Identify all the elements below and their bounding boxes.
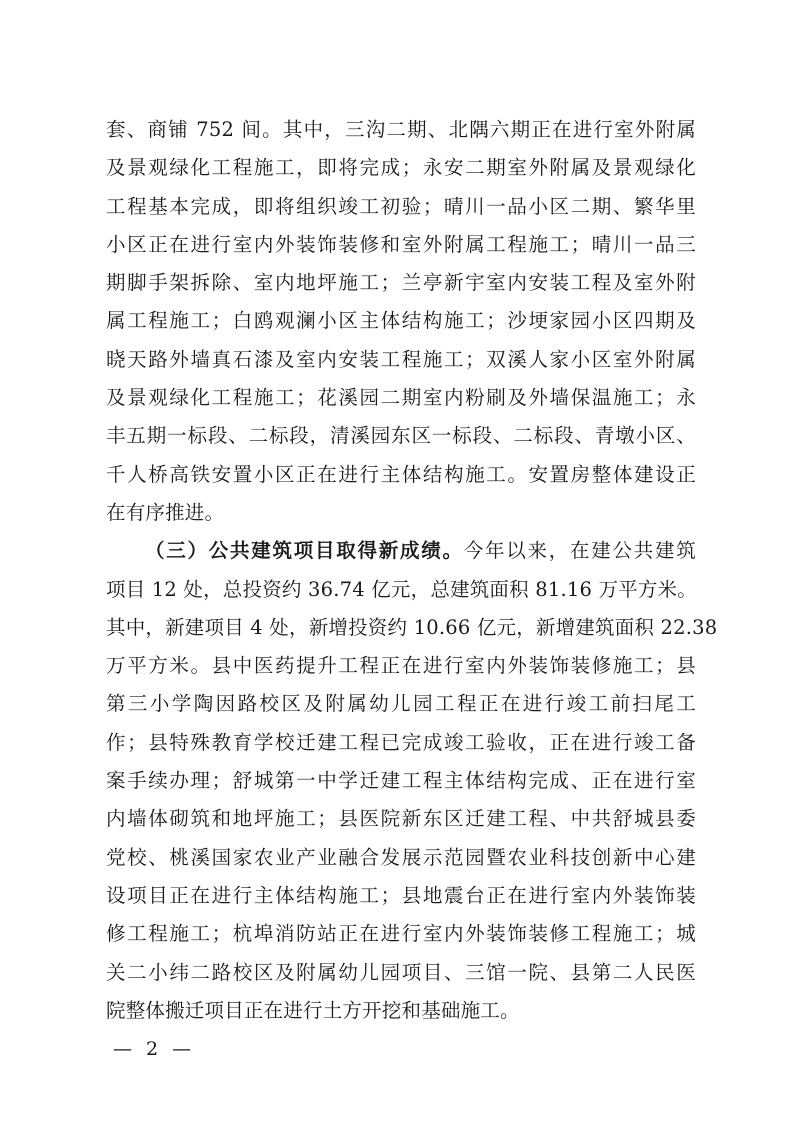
- text-line: 项目 12 处，总投资约 36.74 亿元，总建筑面积 81.16 万平方米。: [106, 577, 697, 601]
- text-line: 修工程施工；杭埠消防站正在进行室内外装饰装修工程施工；城: [106, 922, 696, 946]
- text-line: 工程基本完成，即将组织竣工初验；晴川一品小区二期、繁华里: [106, 194, 696, 218]
- text-line: 其中，新建项目 4 处，新增投资约 10.66 亿元，新增建筑面积 22.38: [106, 615, 718, 639]
- text-line: 晓天路外墙真石漆及室内安装工程施工；双溪人家小区室外附属: [106, 347, 696, 371]
- text-line: 在有序推进。: [106, 500, 225, 524]
- text-line: 及景观绿化工程施工；花溪园二期室内粉刷及外墙保温施工；永: [106, 386, 696, 410]
- text-line: 院整体搬迁项目正在进行土方开挖和基础施工。: [106, 998, 520, 1022]
- body-text: [106, 111, 718, 1030]
- text-line: 党校、桃溪国家农业产业融合发展示范园暨农业科技创新中心建: [106, 845, 696, 869]
- text-line: 内墙体砌筑和地坪施工；县医院新东区迁建工程、中共舒城县委: [106, 807, 696, 831]
- section-heading: （三）公共建筑项目取得新成绩。: [145, 539, 464, 563]
- text-run: 今年以来，在建公共建筑: [463, 539, 696, 563]
- paragraph-resettlement-housing: [106, 111, 696, 532]
- text-line: 作；县特殊教育学校迁建工程已完成竣工验收，正在进行竣工备: [106, 730, 696, 754]
- text-line: 丰五期一标段、二标段，清溪园东区一标段、二标段、青墩小区、: [106, 424, 696, 448]
- text-line: 套、商铺 752 间。其中，三沟二期、北隅六期正在进行室外附属: [106, 118, 696, 141]
- paragraph-public-buildings: [106, 532, 718, 1030]
- text-line: 千人桥高铁安置小区正在进行主体结构施工。安置房整体建设正: [106, 462, 696, 486]
- text-line: 小区正在进行室内外装饰装修和室外附属工程施工；晴川一品三: [106, 232, 696, 256]
- text-line-with-heading: [106, 532, 696, 570]
- text-line: 属工程施工；白鸥观澜小区主体结构施工；沙埂家园小区四期及: [106, 309, 696, 333]
- text-line: 第三小学陶因路校区及附属幼儿园工程正在进行竣工前扫尾工: [106, 692, 696, 716]
- text-line: 及景观绿化工程施工，即将完成；永安二期室外附属及景观绿化: [106, 156, 696, 180]
- text-line: 期脚手架拆除、室内地坪施工；兰亭新宇室内安装工程及室外附: [106, 271, 696, 295]
- text-line: 案手续办理；舒城第一中学迁建工程主体结构完成、正在进行室: [106, 769, 696, 793]
- text-line: 设项目正在进行主体结构施工；县地震台正在进行室内外装饰装: [106, 883, 696, 907]
- text-line: 关二小纬二路校区及附属幼儿园项目、三馆一院、县第二人民医: [106, 960, 696, 984]
- text-line: 万平方米。县中医药提升工程正在进行室内外装饰装修施工；县: [106, 654, 696, 678]
- page-number: — 2 —: [113, 1038, 196, 1060]
